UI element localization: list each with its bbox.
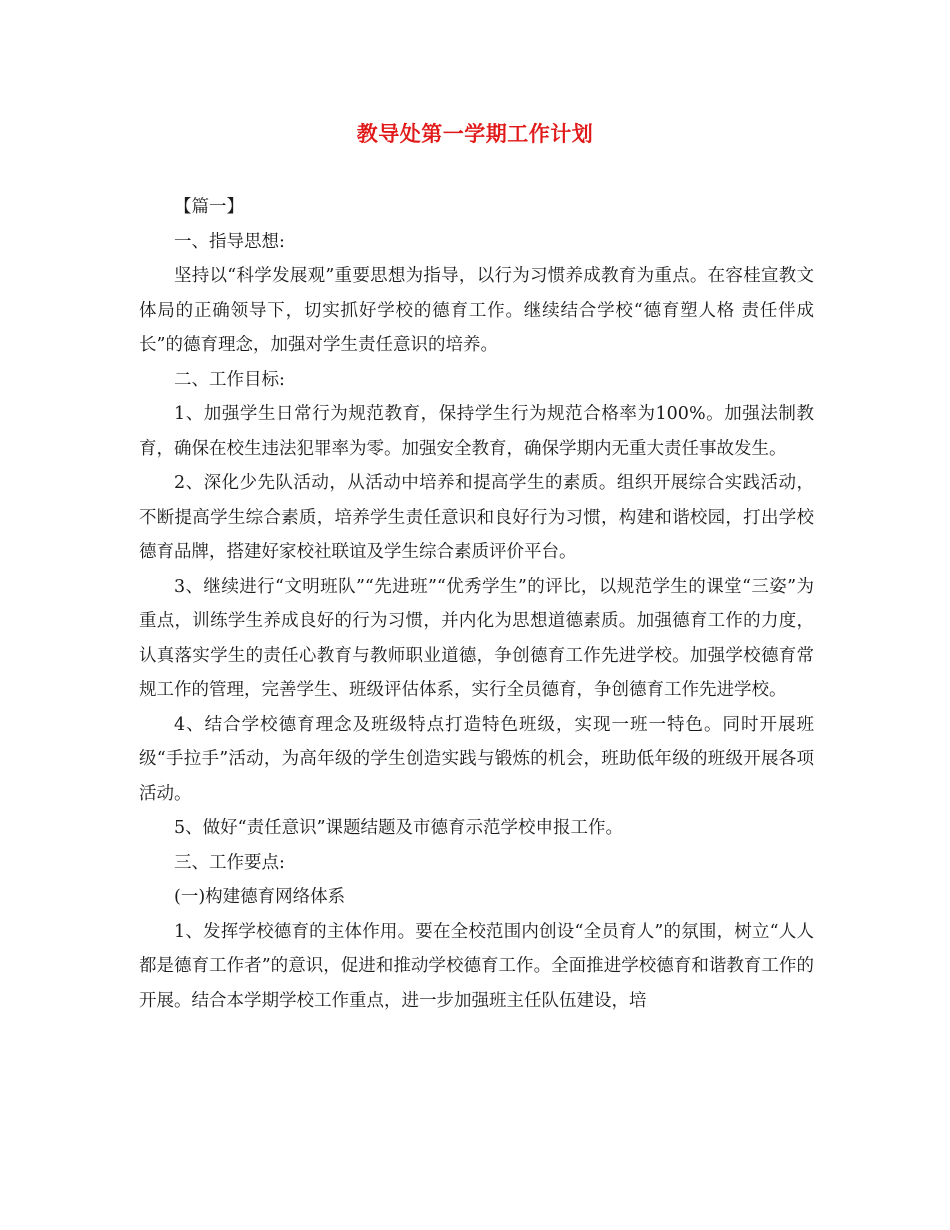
section-heading: 【篇一】 — [174, 197, 244, 217]
heading-work-goals: 二、工作目标: — [174, 369, 285, 390]
paragraph: 1、发挥学校德育的主体作用。要在全校范围内创设“全员育人”的氛围，树立“人人都是德育工作者”的意识，促进和推动学校德育工作。全面推进学校德育和谐教育工作的开展。结合本学期学校工作重点，进一步加强班主任队伍建设，培 — [139, 921, 814, 1011]
paragraph: 3、继续进行“文明班队”“先进班”“优秀学生”的评比，以规范学生的课堂“三姿”为重点，训练学生养成良好的行为习惯，并内化为思想道德素质。加强德育工作的力度，认真落实学生的责任心教育与教师职业道德，争创德育工作先进学校。加强学校德育常规工作的管理，完善学生、班级评估体系，实行全员德育，争创德育工作先进学校。 — [139, 576, 814, 700]
paragraph: 2、深化少先队活动，从活动中培养和提高学生的素质。组织开展综合实践活动，不断提高学生综合素质，培养学生责任意识和良好行为习惯，构建和谐校园，打出学校德育品牌，搭建好家校社联谊及学生综合素质评价平台。 — [139, 473, 814, 562]
document-title: 教导处第一学期工作计划 — [356, 121, 594, 146]
subheading: (一)构建德育网络体系 — [174, 887, 346, 907]
paragraph: 5、做好“责任意识”课题结题及市德育示范学校申报工作。 — [174, 818, 624, 838]
paragraph: 1、加强学生日常行为规范教育，保持学生行为规范合格率为100%。加强法制教育，确保在校生违法犯罪率为零。加强安全教育，确保学期内无重大责任事故发生。 — [139, 404, 814, 459]
heading-work-points: 三、工作要点: — [174, 852, 285, 873]
paragraph: 4、结合学校德育理念及班级特点打造特色班级，实现一班一特色。同时开展班级“手拉手”活动，为高年级的学生创造实践与锻炼的机会，班助低年级的班级开展各项活动。 — [139, 714, 814, 804]
heading-guiding-thought: 一、指导思想: — [174, 231, 285, 252]
paragraph: 坚持以“科学发展观”重要思想为指导，以行为习惯养成教育为重点。在容桂宣教文体局的正确领导下，切实抓好学校的德育工作。继续结合学校“德育塑人格 责任伴成长”的德育理念，加强对学生责任意识的培养。 — [139, 266, 814, 355]
document-body — [139, 190, 814, 1018]
